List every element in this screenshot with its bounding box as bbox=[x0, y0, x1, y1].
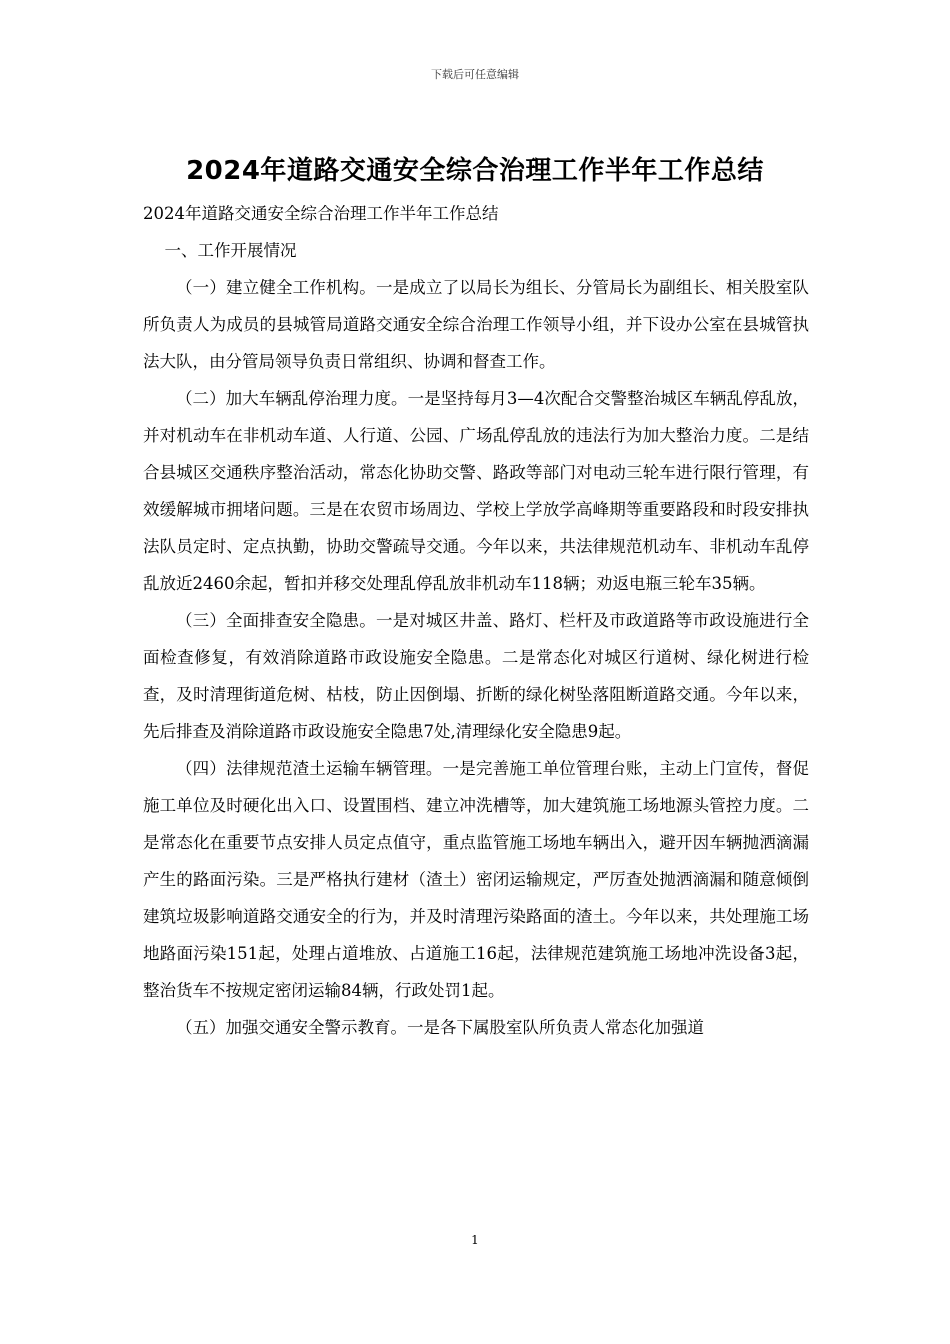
header-note: 下载后可任意编辑 bbox=[431, 68, 519, 81]
document-title: 2024年道路交通安全综合治理工作半年工作总结 bbox=[186, 156, 764, 186]
paragraph-1: （一）建立健全工作机构。一是成立了以局长为组长、分管局长为副组长、相关股室队所负责人为成员的县城管局道路交通安全综合治理工作领导小组，并下设办公室在县城管执法大队，由分管局领导负责日常组织、协调和督查工作。 bbox=[143, 278, 809, 371]
paragraph-3: （三）全面排查安全隐患。一是对城区井盖、路灯、栏杆及市政道路等市政设施进行全面检查修复，有效消除道路市政设施安全隐患。二是常态化对城区行道树、绿化树进行检查，及时清理街道危树、枯枝，防止因倒塌、折断的绿化树坠落阻断道路交通。今年以来，先后排查及消除道路市政设施安全隐患7处,清理绿化安全隐患9起。 bbox=[143, 611, 809, 741]
paragraph-2: （二）加大车辆乱停治理力度。一是坚持每月3—4次配合交警整治城区车辆乱停乱放，并对机动车在非机动车道、人行道、公园、广场乱停乱放的违法行为加大整治力度。二是结合县城区交通秩序整治活动，常态化协助交警、路政等部门对电动三轮车进行限行管理，有效缓解城市拥堵问题。三是在农贸市场周边、学校上学放学高峰期等重要路段和时段安排执法队员定时、定点执勤，协助交警疏导交通。今年以来，共法律规范机动车、非机动车乱停乱放近2460余起，暂扣并移交处理乱停乱放非机动车118辆；劝返电瓶三轮车35辆。 bbox=[143, 389, 809, 593]
page-number: 1 bbox=[471, 1233, 479, 1247]
document-body bbox=[143, 195, 809, 1046]
section-heading: 一、工作开展情况 bbox=[164, 241, 297, 260]
subtitle-line: 2024年道路交通安全综合治理工作半年工作总结 bbox=[143, 204, 499, 223]
paragraph-5: （五）加强交通安全警示教育。一是各下属股室队所负责人常态化加强道 bbox=[176, 1018, 704, 1037]
paragraph-4: （四）法律规范渣土运输车辆管理。一是完善施工单位管理台账，主动上门宣传，督促施工单位及时硬化出入口、设置围档、建立冲洗槽等，加大建筑施工场地源头管控力度。二是常态化在重要节点安排人员定点值守，重点监管施工场地车辆出入，避开因车辆抛洒滴漏产生的路面污染。三是严格执行建材（渣土）密闭运输规定，严厉查处抛洒滴漏和随意倾倒建筑垃圾影响道路交通安全的行为，并及时清理污染路面的渣土。今年以来，共处理施工场地路面污染151起，处理占道堆放、占道施工16起，法律规范建筑施工场地冲洗设备3起，整治货车不按规定密闭运输84辆，行政处罚1起。 bbox=[143, 759, 809, 1000]
